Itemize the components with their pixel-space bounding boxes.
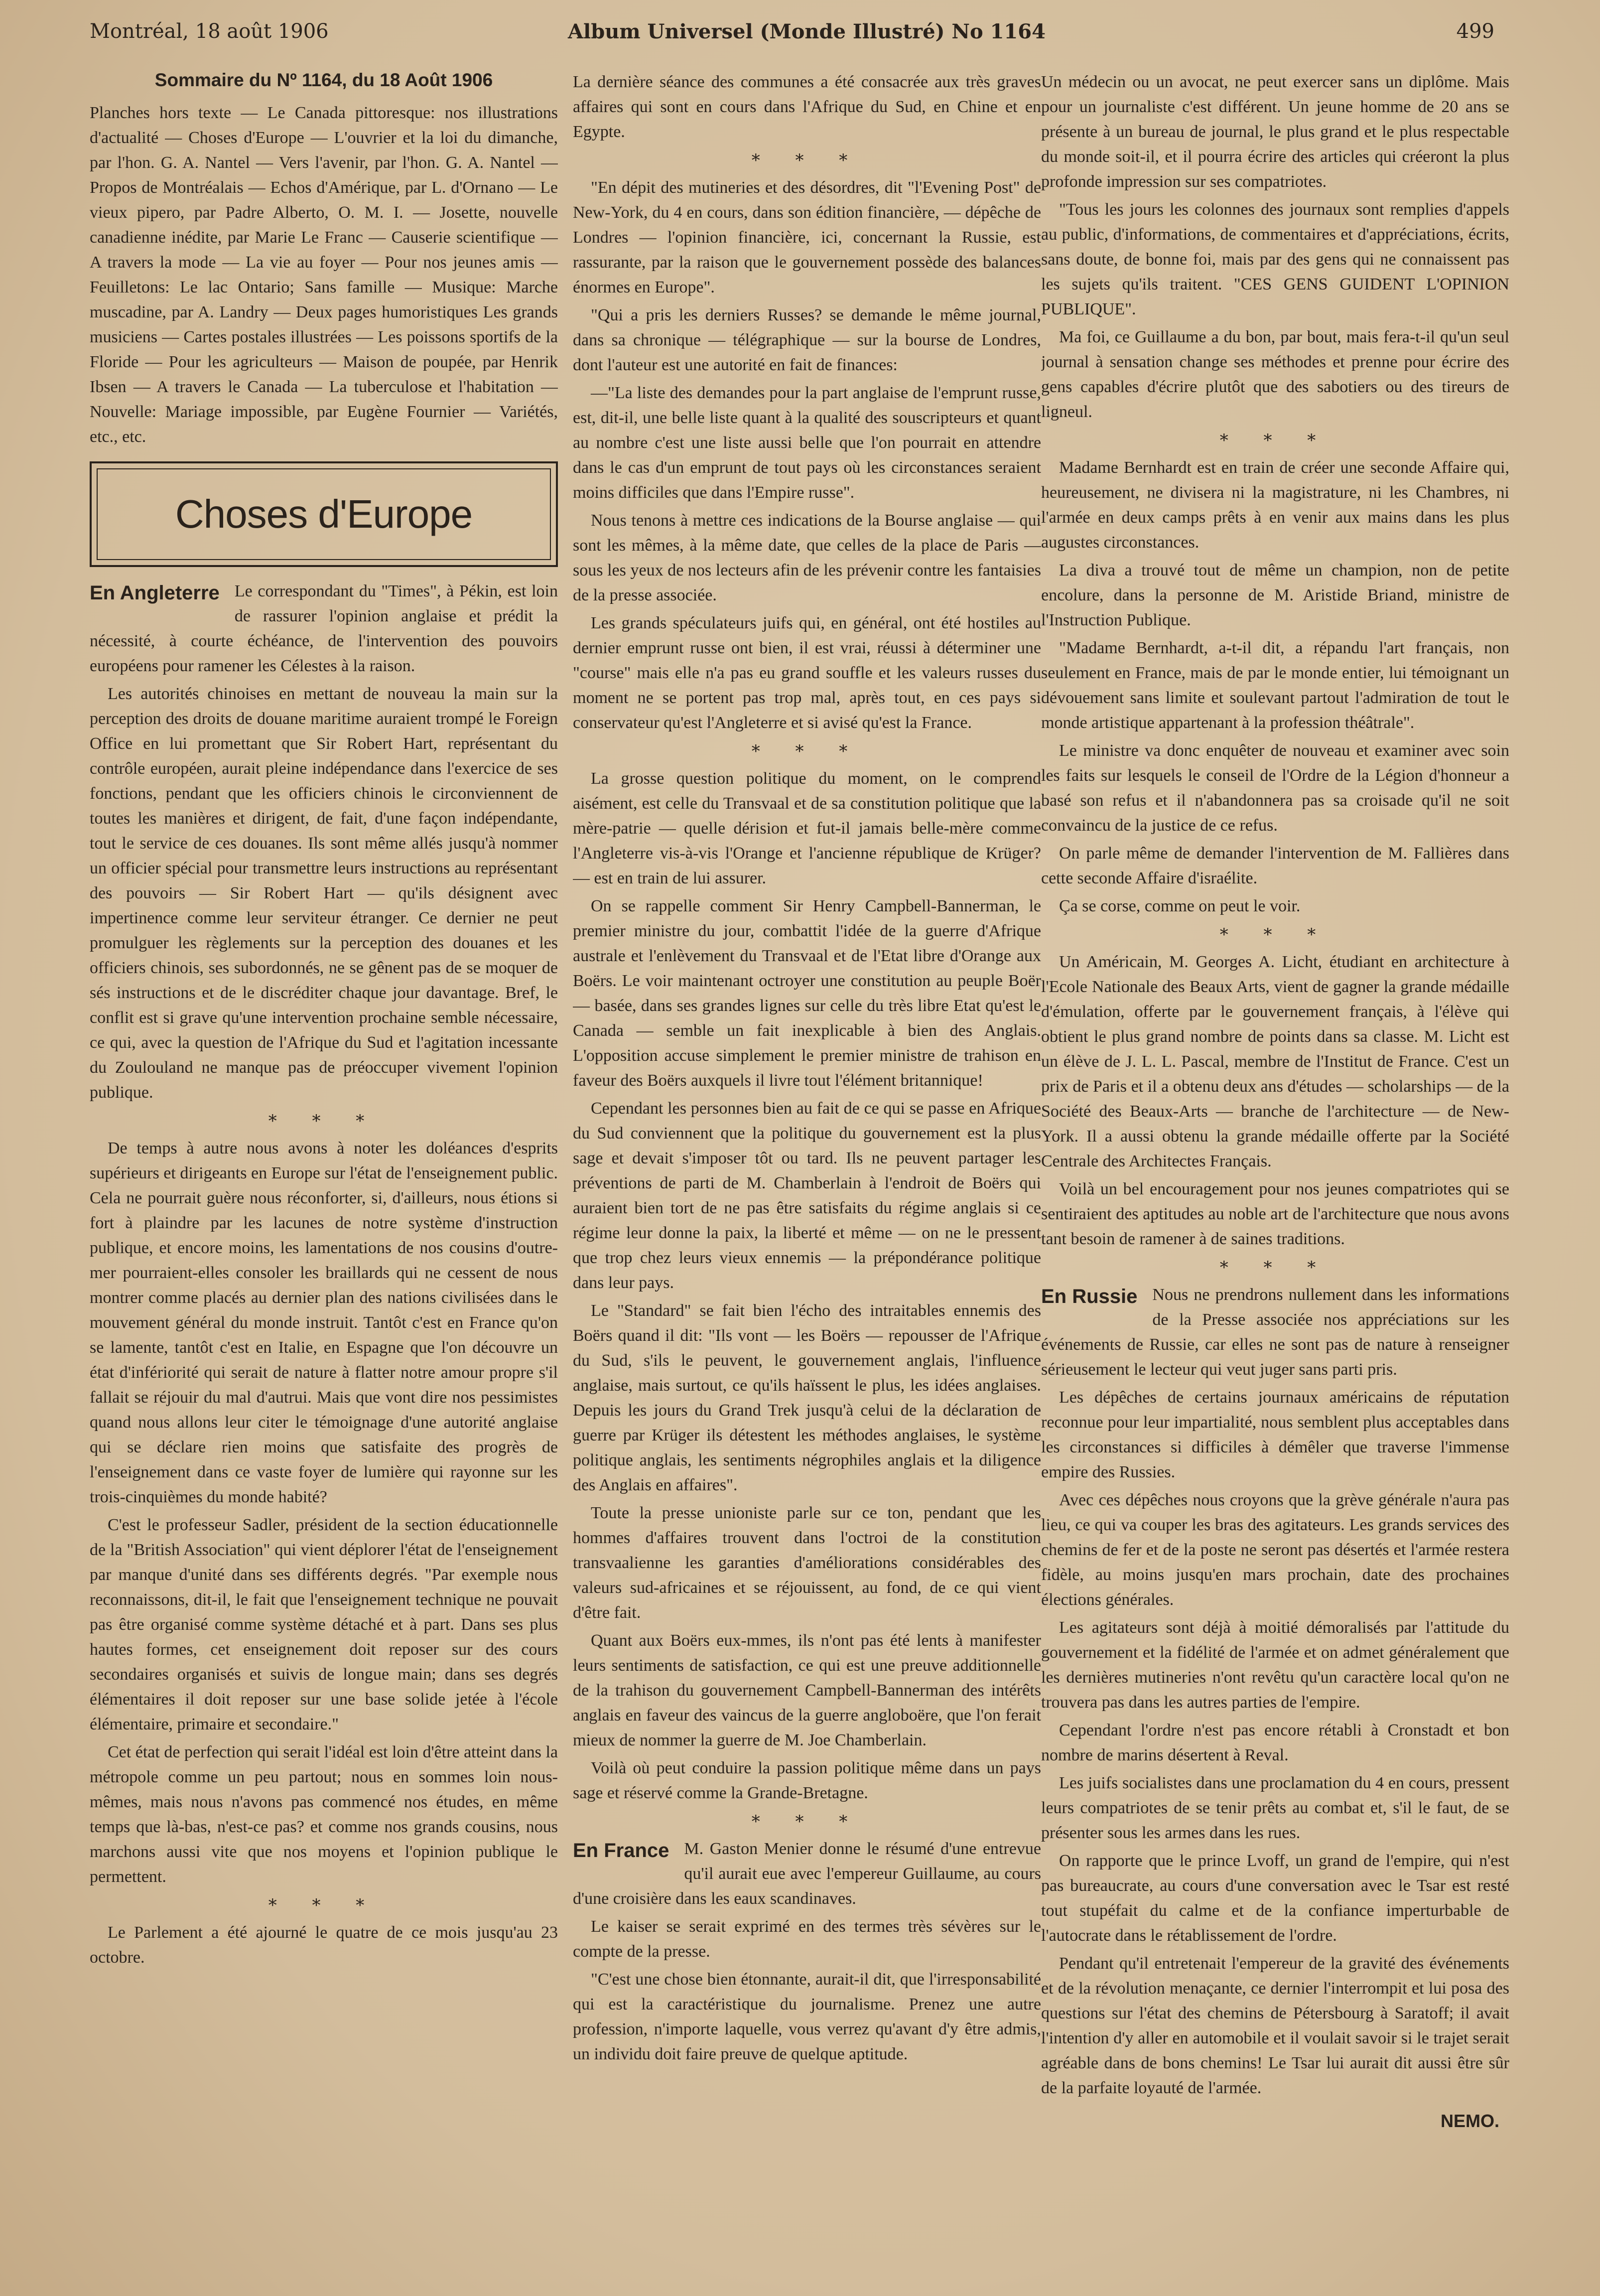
article-paragraph: On se rappelle comment Sir Henry Campbell-Bannerman, le premier ministre du jour, combattit l'idée de la guerre d'Afrique australe et l'enlèvement du Transvaal et de l'Etat libre d'Orange aux Boërs. Le voir maintenant octroyer une constitution au peuple Boër — basée, dans ses grandes lignes sur celle du très libre Etat qu'est le Canada — semble un fait inexplicable à bien des Anglais. L'opposition accuse simplement le premier ministre de trahison en faveur des Boërs auxquels il livre tout l'élément britannique! bbox=[573, 897, 1041, 1090]
summary-title: Sommaire du Nº 1164, du 18 Août 1906 bbox=[154, 70, 493, 90]
article-paragraph: C'est le professeur Sadler, président de la section éducationnelle de la "British Association" qui vient déplorer l'état de l'enseignement par manque d'unité dans ses différents degrés. "Par exemple nous reconnaissons, dit-il, le fait que l'enseignement technique ne pouvait pas être organisé comme système détaché et à part. Dans ses plus hautes formes, cet enseignement doit reposer sur des cours secondaires organisés et suivis de longue main; dans ses degrés élémentaires il doit reposer sur une base solide jetée à l'école élémentaire, primaire et secondaire." bbox=[90, 1516, 558, 1733]
page-number: 499 bbox=[1456, 20, 1494, 43]
article-paragraph: Un médecin ou un avocat, ne peut exercer sans un diplôme. Mais pour un journaliste c'est différent. Un jeune homme de 20 ans se présente à un bureau de journal, le plus grand et le plus respectable du monde soit-il, et il pourra écrire des articles qui créeront la plus profonde impression sur ses compatriotes. bbox=[1041, 73, 1509, 191]
article-paragraph: Les dépêches de certains journaux américains de réputation reconnue pour leur impartialité, nous semblent plus acceptables dans les circonstances si difficiles à démêler que traverse l'immense empire des Russies. bbox=[1041, 1388, 1509, 1481]
section-head-angleterre: En Angleterre bbox=[90, 582, 220, 604]
article-paragraph: M. Gaston Menier donne le résumé d'une entrevue qu'il aurait eue avec l'empereur Guillaume, au cours d'une croisière dans les eaux scandinaves. bbox=[573, 1840, 1041, 1908]
separator: * * * bbox=[1219, 1258, 1331, 1278]
article-paragraph: La diva a trouvé tout de même un champion, non de petite encolure, dans la personne de M. Aristide Briand, ministre de l'Instruction Publique. bbox=[1041, 561, 1509, 629]
separator: * * * bbox=[268, 1895, 380, 1915]
column-3 bbox=[1041, 70, 1509, 2242]
separator: * * * bbox=[1219, 430, 1331, 450]
separator: * * * bbox=[268, 1111, 380, 1131]
separator: * * * bbox=[751, 150, 863, 170]
article-paragraph: Cet état de perfection qui serait l'idéal est loin d'être atteint dans la métropole comme un peu partout; nous en sommes loin nous-mêmes, mais nous n'avons pas commencé nos études, en même temps que là-bas, n'est-ce pas? et comme nos grands cousins, nous marchons aussi vite que nos moyens et l'opinion publique le permettent. bbox=[90, 1743, 558, 1886]
article-paragraph: Voilà où peut conduire la passion politique même dans un pays sage et réservé comme la Grande-Bretagne. bbox=[573, 1759, 1041, 1802]
russie-section bbox=[1041, 1283, 1509, 2132]
article-paragraph: —"La liste des demandes pour la part anglaise de l'emprunt russe, est, dit-il, une belle liste quant à la qualité des souscripteurs et quant au nombre c'est une liste aussi belle que l'on pourrait en attendre dans le cas d'un emprunt de tout pays où les circonstances seraient moins difficiles que dans l'Empire russe". bbox=[573, 384, 1041, 502]
article-paragraph: Le Parlement a été ajourné le quatre de ce mois jusqu'au 23 octobre. bbox=[90, 1923, 558, 1967]
article-paragraph: Madame Bernhardt est en train de créer une seconde Affaire qui, heureusement, ne divisera ni la magistrature, ni les Chambres, ni l'armée en deux camps prêts à en venir aux mains dans les plus augustes circonstances. bbox=[1041, 458, 1509, 552]
column-1 bbox=[90, 70, 558, 2242]
column-2 bbox=[573, 70, 1041, 2242]
article-paragraph: Cependant les personnes bien au fait de ce qui se passe en Afrique du Sud conviennent que la politique du gouvernement est la plus sage et devait s'imposer tôt ou tard. Ils ne peuvent partager les préventions de parti de M. Chamberlain à l'endroit de Boërs qui auraient bien tort de ne pas être satisfaits du régime anglais si ce régime leur donne la paix, la liberté et même — on ne le pressent que trop chez leurs vieux ennemis — la prépondérance politique dans leur pays. bbox=[573, 1099, 1041, 1292]
article-paragraph: Le kaiser se serait exprimé en des termes très sévères sur le compte de la presse. bbox=[573, 1917, 1041, 1961]
article-paragraph: Le ministre va donc enquêter de nouveau et examiner avec soin les faits sur lesquels le conseil de l'Ordre de la Légion d'honneur a basé son refus et il n'abandonnera pas sa croisade qu'il ne soit convaincu de la justice de ce refus. bbox=[1041, 741, 1509, 835]
section-title-box bbox=[90, 461, 558, 567]
article-paragraph: De temps à autre nous avons à noter les doléances d'esprits supérieurs et dirigeants en Europe sur l'état de l'enseignement public. Cela ne pourrait guère nous réconforter, si, d'ailleurs, nous étions si fort à plaindre par les lacunes de notre système d'instruction publique, et encore moins, les lamentations de nos cousins d'outre-mer pourraient-elles consoler les braillards qui ne cessent de nous montrer comme placés au dernier plan des nations civilisées dans le mouvement général du monde instruit. Tantôt c'est en France qu'on se lamente, tantôt c'est en Italie, en Espagne que l'on découvre un état d'infériorité qui serait de nature à flatter notre amour propre s'il fallait se réjouir du mal d'autrui. Mais que vont dire nos pessimistes quand nous allons leur citer le témoignage d'une autorité anglaise qui se déclare rien moins que satisfaite des progrès de l'enseignement dans ce vaste foyer de lumière qui rayonne sur les trois-cinquièmes du monde habité? bbox=[90, 1139, 558, 1506]
article-paragraph: Le "Standard" se fait bien l'écho des intraitables ennemis des Boërs quand il dit: "Ils vont — les Boërs — repousser de l'Afrique du Sud, s'ils le peuvent, le gouvernement anglais, l'influence anglaise, mais surtout, ce qu'ils haïssent le plus, les idées anglaises. Depuis les jours du Grand Trek jusqu'à celui de la déclaration de guerre par Krüger ils détestent les méthodes anglaises, le système politique anglais, les sentiments négrophiles anglais et la diligence des Anglais en affaires". bbox=[573, 1301, 1041, 1494]
article-paragraph: La grosse question politique du moment, on le comprend aisément, est celle du Transvaal et de sa constitution politique que la mère-patrie — quelle dérision et fut-il jamais belle-mère comme l'Angleterre vis-à-vis l'Orange et l'ancienne république de Krüger? — est en train de lui assurer. bbox=[573, 769, 1041, 887]
section-head-france: En France bbox=[573, 1840, 669, 1862]
article-paragraph: Pendant qu'il entretenait l'empereur de la gravité des événements et de la révolution menaçante, ce dernier l'interrompit et lui posa des questions sur l'état des chemins de Pétersbourg à Saratoff; il avait l'intention d'y aller en automobile et il voulait savoir si le trajet serait agréable dans de bons chemins! Le Tsar lui aurait dit aussi être sûr de la parfaite loyauté de l'armée. bbox=[1041, 1954, 1509, 2097]
article-paragraph: "En dépit des mutineries et des désordres, dit "l'Evening Post" de New-York, du 4 en cours, dans son édition financière, — dépêche de Londres — l'opinion financière, ici, concernant la Russie, est rassurante, par la raison que le gouvernement possède des balances énormes en Europe". bbox=[573, 178, 1041, 296]
section-head-russie: En Russie bbox=[1041, 1286, 1138, 1307]
article-paragraph: Cependant l'ordre n'est pas encore rétabli à Cronstadt et bon nombre de marins désertent à Reval. bbox=[1041, 1721, 1509, 1764]
article-paragraph: "Madame Bernhardt, a-t-il dit, a répandu l'art français, non seulement en France, mais de par le monde entier, lui témoignant un dévouement sans limite et soulevant partout l'admiration de tout le monde artistique appartenant à la profession théâtrale". bbox=[1041, 639, 1509, 732]
article-paragraph: Ça se corse, comme on peut le voir. bbox=[1059, 897, 1301, 915]
article-paragraph: Quant aux Boërs eux-mmes, ils n'ont pas été lents à manifester leurs sentiments de satisfaction, ce qui est une preuve additionnelle de la trahison du gouvernement Campbell-Bannerman des intérêts anglais en faveur des vaincus de la guerre angloboëre, que l'on ferait mieux de nommer la guerre de M. Joe Chamberlain. bbox=[573, 1631, 1041, 1749]
separator: * * * bbox=[751, 741, 863, 761]
article-paragraph: Avec ces dépêches nous croyons que la grève générale n'aura pas lieu, ce qui va couper les bras des agitateurs. Les grands services des chemins de fer et de la poste ne seront pas désertés et l'armée restera fidèle, au moins jusqu'en mars prochain, date des prochaines élections générales. bbox=[1041, 1491, 1509, 1609]
article-paragraph: Nous tenons à mettre ces indications de la Bourse anglaise — qui sont les mêmes, à la même date, que celles de la place de Paris — sous les yeux de nos lecteurs afin de les prévenir contre les fantaisies de la presse associée. bbox=[573, 511, 1041, 604]
article-paragraph: Toute la presse unioniste parle sur ce ton, pendant que les hommes d'affaires trouvent dans l'octroi de la constitution transvaalienne les garanties d'améliorations considérables des valeurs sud-africaines et se réjouissent, au fond, de ce qui vient d'être fait. bbox=[573, 1504, 1041, 1622]
summary-body: Planches hors texte — Le Canada pittoresque: nos illustrations d'actualité — Choses d'Europe — L'ouvrier et la loi du dimanche, par l'hon. G. A. Nantel — Vers l'avenir, par l'hon. G. A. Nantel — Propos de Montréalais — Echos d'Amérique, par L. d'Ornano — Le vieux pipero, par Padre Alberto, O. M. I. — Josette, nouvelle canadienne inédite, par Marie Le Franc — Causerie scientifique — A travers la mode — La vie au foyer — Pour nos jeunes amis — Feuilletons: Le lac Ontario; Sans famille — Musique: Marche muscadine, par A. Landry — Deux pages humoristiques Les grands musiciens — Cartes postales illustrées — Les poissons sportifs de la Floride — Pour les agriculteurs — Maison de poupée, par Henrik Ibsen — A travers le Canada — La tuberculose et l'habitation — Nouvelle: Mariage impossible, par Eugène Fournier — Variétés, etc., etc. bbox=[90, 104, 558, 446]
article-paragraph: On rapporte que le prince Lvoff, un grand de l'empire, qui n'est pas bureaucrate, au cours d'une conversation avec le Tsar est resté tout stupéfait du calme et de la confiance imperturbable de l'autocrate dans le rétablissement de l'ordre. bbox=[1041, 1852, 1509, 1945]
article-paragraph: On parle même de demander l'intervention de M. Fallières dans cette seconde Affaire d'israélite. bbox=[1041, 844, 1509, 887]
article-paragraph: Le correspondant du "Times", à Pékin, est loin de rassurer l'opinion anglaise et prédit la nécessité, à courte échéance, de l'intervention des pouvoirs européens pour ramener les Célestes à la raison. bbox=[90, 582, 558, 675]
article-paragraph: Nous ne prendrons nullement dans les informations de la Presse associée nos appréciations sur les événements de Russie, car elles ne sont pas de nature à renseigner sérieusement le lecteur qui veut juger sans parti pris. bbox=[1041, 1286, 1509, 1379]
article-paragraph: La dernière séance des communes a été consacrée aux très graves affaires qui sont en cours dans l'Afrique du Sud, en Chine et en Egypte. bbox=[573, 73, 1041, 141]
article-paragraph: Ma foi, ce Guillaume a du bon, par bout, mais fera-t-il qu'un seul journal à sensation change ses méthodes et prenne pour écrire des gens capables d'écrire plutôt que des sabotiers ou des tireurs de ligneul. bbox=[1041, 328, 1509, 421]
article-paragraph: Les autorités chinoises en mettant de nouveau la main sur la perception des droits de douane maritime auraient trompé le Foreign Office en lui promettant que Sir Robert Hart, représentant du contrôle européen, aurait pleine indépendance dans l'exercice de ses fonctions, pendant que les officiers chinois le circonviennent de toutes les manières et dirigent, de fait, d'une façon indépendante, tout le service de ces douanes. Ils sont même allés jusqu'à nommer un officier spécial pour transmettre leurs instructions au représentant des pouvoirs — Sir Robert Hart — qu'ils désignent avec impertinence comme leur serviteur étranger. Ce dernier ne peut promulguer les règlements sur la perception des douanes et les officiers chinois, ses subordonnés, ne se gênent pas de se moquer de sés instructions et de le discréditer chaque jour davantage. Bref, le conflit est si grave qu'une intervention prochaine semble nécessaire, ce qui, avec la question de l'Afrique du Sud et l'agitation incessante du Zoulouland ne manque pas de préoccuper vivement l'opinion publique. bbox=[90, 685, 558, 1102]
article-paragraph: "Qui a pris les derniers Russes? se demande le même journal, dans sa chronique — télégraphique — sur la bourse de Londres, dont l'auteur est une autorité en fait de finances: bbox=[573, 306, 1041, 374]
page-header bbox=[90, 20, 1494, 65]
author-signature: NEMO. bbox=[1440, 2111, 1499, 2131]
header-date: Montréal, 18 août 1906 bbox=[90, 20, 329, 43]
separator: * * * bbox=[1219, 925, 1331, 945]
france-section bbox=[573, 1837, 1041, 2067]
article-paragraph: "Tous les jours les colonnes des journaux sont remplies d'appels au public, d'informations, de commentaires et d'appréciations, écrits, sans doute, de bonne foi, mais par des gens qui ne connaissent pas les sujets qu'ils traitent. "CES GENS GUIDENT L'OPINION PUBLIQUE". bbox=[1041, 200, 1509, 318]
article-paragraph: Les juifs socialistes dans une proclamation du 4 en cours, pressent leurs compatriotes de se tenir prêts au combat et, s'il le faut, de se présenter sous les armes dans les rues. bbox=[1041, 1774, 1509, 1842]
boxed-title: Choses d'Europe bbox=[175, 492, 473, 536]
article-paragraph: Les grands spéculateurs juifs qui, en général, ont été hostiles au dernier emprunt russe ont bien, il est vrai, réussi à déterminer une "course" mais elle n'a pas eu grand souffle et les valeurs russes du moment ne se portent pas trop mal, après tout, en ces pays si conservateur qu'est l'Angleterre et si avisé qu'est la France. bbox=[573, 614, 1041, 732]
article-paragraph: "C'est une chose bien étonnante, aurait-il dit, que l'irresponsabilité qui est la caractéristique du journalisme. Prenez une autre profession, n'importe laquelle, vous verrez qu'avant d'y être admis, un individu doit faire preuve de quelque aptitude. bbox=[573, 1970, 1041, 2063]
article-paragraph: Un Américain, M. Georges A. Licht, étudiant en architecture à l'Ecole Nationale des Beaux Arts, vient de gagner la grande médaille d'émulation, offerte par le gouvernement français, à l'élève qui obtient le plus grand nombre de points dans sa classe. M. Licht est un élève de J. L. L. Pascal, membre de l'Institut de France. C'est un prix de Paris et il a obtenu deux ans d'études — scholarships — de la Société des Beaux-Arts — branche de l'architecture — de New-York. Il a aussi obtenu la grande médaille offerte par la Société Centrale des Architectes Français. bbox=[1041, 953, 1509, 1170]
header-publication: Album Universel (Monde Illustré) No 1164 bbox=[568, 20, 1046, 43]
article-paragraph: Voilà un bel encouragement pour nos jeunes compatriotes qui se sentiraient des aptitudes au noble art de l'architecture que nous avons tant besoin de ramener à de saines traditions. bbox=[1041, 1180, 1509, 1248]
separator: * * * bbox=[751, 1812, 863, 1832]
article-paragraph: Les agitateurs sont déjà à moitié démoralisés par l'attitude du gouvernement et la fidélité de l'armée et on admet généralement que les dernières mutineries n'ont revêtu qu'un caractère local qu'on ne trouvera pas dans les autres parties de l'empire. bbox=[1041, 1618, 1509, 1712]
angleterre-section bbox=[90, 579, 558, 1970]
